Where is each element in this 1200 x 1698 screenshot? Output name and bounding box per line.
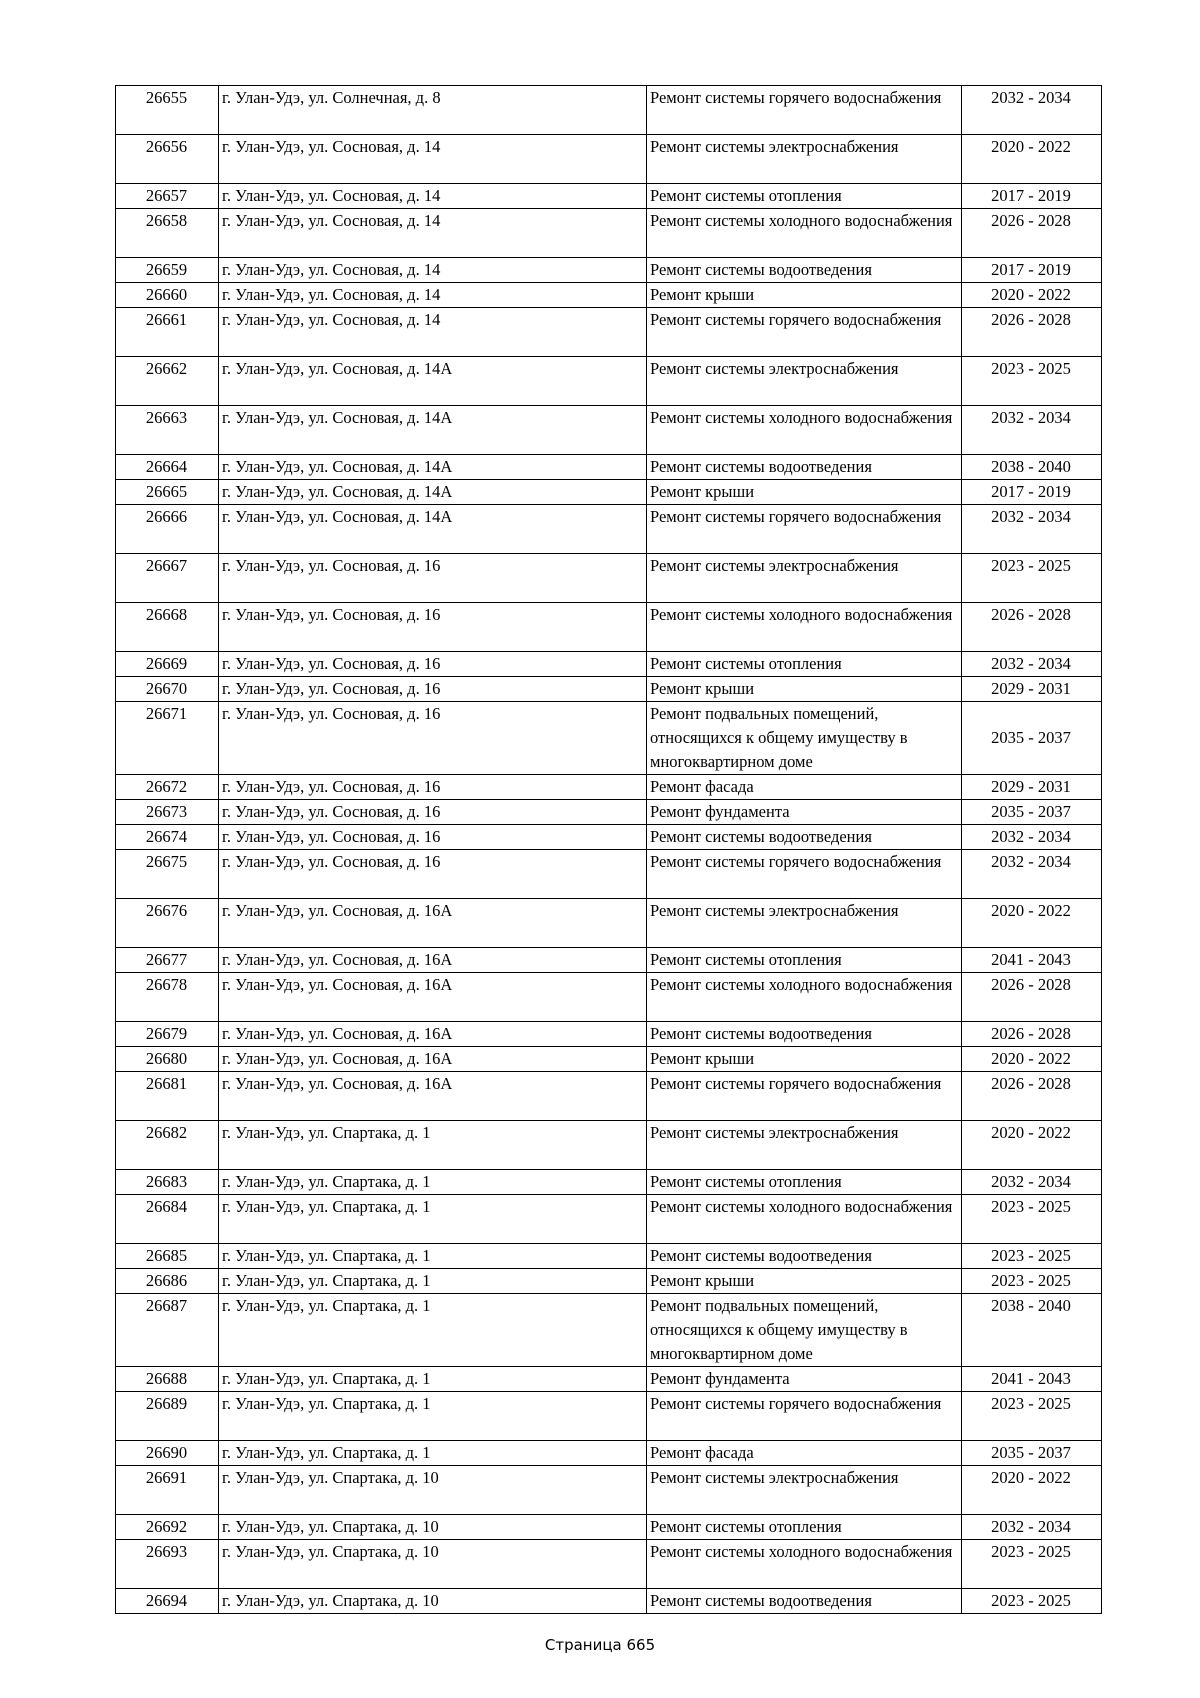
row-number: 26679 [116,1022,219,1047]
row-number: 26666 [116,505,219,554]
address-cell: г. Улан-Удэ, ул. Сосновая, д. 16 [219,850,647,899]
table-row [116,455,1102,480]
table-row [116,357,1102,406]
address-cell: г. Улан-Удэ, ул. Спартака, д. 10 [219,1515,647,1540]
row-number: 26680 [116,1047,219,1072]
period-cell: 2020 - 2022 [962,899,1102,948]
address-cell: г. Улан-Удэ, ул. Спартака, д. 1 [219,1121,647,1170]
address-cell: г. Улан-Удэ, ул. Сосновая, д. 16А [219,973,647,1022]
row-number: 26655 [116,86,219,135]
table-row [116,652,1102,677]
page-number: Страница 665 [544,1636,656,1654]
table-row [116,948,1102,973]
work-type-cell: Ремонт системы горячего водоснабжения [647,308,962,357]
work-type-cell: Ремонт системы электроснабжения [647,554,962,603]
period-cell: 2026 - 2028 [962,603,1102,652]
row-number: 26667 [116,554,219,603]
table-row [116,283,1102,308]
row-number: 26685 [116,1244,219,1269]
row-number: 26682 [116,1121,219,1170]
period-cell: 2023 - 2025 [962,1540,1102,1589]
period-cell: 2020 - 2022 [962,1121,1102,1170]
work-type-cell: Ремонт системы отопления [647,652,962,677]
address-cell: г. Улан-Удэ, ул. Сосновая, д. 16 [219,554,647,603]
table-row [116,603,1102,652]
work-type-cell: Ремонт системы электроснабжения [647,135,962,184]
work-type-cell: Ремонт фундамента [647,800,962,825]
row-number: 26692 [116,1515,219,1540]
address-cell: г. Улан-Удэ, ул. Сосновая, д. 14 [219,209,647,258]
work-type-cell: Ремонт системы отопления [647,948,962,973]
work-type-cell: Ремонт системы холодного водоснабжения [647,603,962,652]
address-cell: г. Улан-Удэ, ул. Спартака, д. 1 [219,1269,647,1294]
period-cell: 2041 - 2043 [962,1367,1102,1392]
period-cell: 2029 - 2031 [962,775,1102,800]
table-row [116,308,1102,357]
row-number: 26694 [116,1589,219,1614]
row-number: 26684 [116,1195,219,1244]
address-cell: г. Улан-Удэ, ул. Сосновая, д. 16А [219,948,647,973]
row-number: 26663 [116,406,219,455]
address-cell: г. Улан-Удэ, ул. Сосновая, д. 16 [219,677,647,702]
row-number: 26669 [116,652,219,677]
period-cell: 2017 - 2019 [962,184,1102,209]
row-number: 26658 [116,209,219,258]
work-type-cell: Ремонт фасада [647,775,962,800]
address-cell: г. Улан-Удэ, ул. Солнечная, д. 8 [219,86,647,135]
address-cell: г. Улан-Удэ, ул. Спартака, д. 1 [219,1367,647,1392]
table-row [116,1244,1102,1269]
table-row [116,1515,1102,1540]
address-cell: г. Улан-Удэ, ул. Сосновая, д. 16А [219,1047,647,1072]
row-number: 26690 [116,1441,219,1466]
table-row [116,973,1102,1022]
period-cell: 2023 - 2025 [962,1269,1102,1294]
period-cell: 2023 - 2025 [962,1244,1102,1269]
address-cell: г. Улан-Удэ, ул. Сосновая, д. 16 [219,702,647,775]
work-type-cell: Ремонт системы электроснабжения [647,1121,962,1170]
work-type-cell: Ремонт системы отопления [647,1515,962,1540]
address-cell: г. Улан-Удэ, ул. Спартака, д. 1 [219,1244,647,1269]
address-cell: г. Улан-Удэ, ул. Сосновая, д. 16 [219,603,647,652]
period-cell: 2032 - 2034 [962,406,1102,455]
work-type-cell: Ремонт системы холодного водоснабжения [647,973,962,1022]
work-type-cell: Ремонт системы холодного водоснабжения [647,1195,962,1244]
work-type-cell: Ремонт системы горячего водоснабжения [647,850,962,899]
work-type-cell: Ремонт системы горячего водоснабжения [647,86,962,135]
row-number: 26673 [116,800,219,825]
period-cell: 2023 - 2025 [962,357,1102,406]
period-cell: 2026 - 2028 [962,209,1102,258]
row-number: 26681 [116,1072,219,1121]
row-number: 26675 [116,850,219,899]
work-type-cell: Ремонт системы холодного водоснабжения [647,1540,962,1589]
address-cell: г. Улан-Удэ, ул. Сосновая, д. 14 [219,184,647,209]
table-row [116,1047,1102,1072]
row-number: 26662 [116,357,219,406]
row-number: 26686 [116,1269,219,1294]
table-row [116,677,1102,702]
period-cell: 2032 - 2034 [962,850,1102,899]
address-cell: г. Улан-Удэ, ул. Спартака, д. 1 [219,1392,647,1441]
table-row [116,1392,1102,1441]
period-cell: 2032 - 2034 [962,825,1102,850]
row-number: 26671 [116,702,219,775]
table-row [116,899,1102,948]
work-type-cell: Ремонт системы электроснабжения [647,357,962,406]
table-row [116,1269,1102,1294]
period-cell: 2032 - 2034 [962,1515,1102,1540]
row-number: 26665 [116,480,219,505]
table-row [116,1367,1102,1392]
period-cell: 2020 - 2022 [962,283,1102,308]
period-cell: 2017 - 2019 [962,480,1102,505]
table-row [116,1441,1102,1466]
address-cell: г. Улан-Удэ, ул. Сосновая, д. 14А [219,406,647,455]
address-cell: г. Улан-Удэ, ул. Сосновая, д. 14А [219,505,647,554]
address-cell: г. Улан-Удэ, ул. Сосновая, д. 14 [219,283,647,308]
address-cell: г. Улан-Удэ, ул. Спартака, д. 10 [219,1589,647,1614]
period-cell: 2023 - 2025 [962,554,1102,603]
work-type-cell: Ремонт системы электроснабжения [647,899,962,948]
address-cell: г. Улан-Удэ, ул. Сосновая, д. 16 [219,800,647,825]
work-type-cell: Ремонт крыши [647,1269,962,1294]
row-number: 26670 [116,677,219,702]
table-row [116,775,1102,800]
address-cell: г. Улан-Удэ, ул. Спартака, д. 10 [219,1466,647,1515]
repair-schedule-table [115,85,1102,1614]
work-type-cell: Ремонт системы водоотведения [647,825,962,850]
address-cell: г. Улан-Удэ, ул. Сосновая, д. 14 [219,135,647,184]
period-cell: 2026 - 2028 [962,973,1102,1022]
table-row [116,1195,1102,1244]
row-number: 26676 [116,899,219,948]
table-row [116,184,1102,209]
period-cell: 2032 - 2034 [962,1170,1102,1195]
address-cell: г. Улан-Удэ, ул. Сосновая, д. 16А [219,1022,647,1047]
address-cell: г. Улан-Удэ, ул. Сосновая, д. 16 [219,825,647,850]
period-cell: 2023 - 2025 [962,1589,1102,1614]
period-cell: 2038 - 2040 [962,455,1102,480]
work-type-cell: Ремонт системы горячего водоснабжения [647,1072,962,1121]
row-number: 26668 [116,603,219,652]
period-cell: 2032 - 2034 [962,86,1102,135]
table-row [116,800,1102,825]
address-cell: г. Улан-Удэ, ул. Сосновая, д. 16 [219,652,647,677]
table-row [116,1121,1102,1170]
address-cell: г. Улан-Удэ, ул. Спартака, д. 10 [219,1540,647,1589]
row-number: 26657 [116,184,219,209]
work-type-cell: Ремонт подвальных помещений, относящихся к общему имуществу в многоквартирном доме [647,702,962,775]
table-row [116,480,1102,505]
period-cell: 2023 - 2025 [962,1195,1102,1244]
address-cell: г. Улан-Удэ, ул. Сосновая, д. 14А [219,455,647,480]
address-cell: г. Улан-Удэ, ул. Сосновая, д. 14А [219,357,647,406]
period-cell: 2020 - 2022 [962,1466,1102,1515]
address-cell: г. Улан-Удэ, ул. Сосновая, д. 16А [219,1072,647,1121]
period-cell: 2017 - 2019 [962,258,1102,283]
work-type-cell: Ремонт системы электроснабжения [647,1466,962,1515]
work-type-cell: Ремонт системы горячего водоснабжения [647,505,962,554]
table-row [116,825,1102,850]
row-number: 26660 [116,283,219,308]
row-number: 26677 [116,948,219,973]
period-cell: 2020 - 2022 [962,1047,1102,1072]
address-cell: г. Улан-Удэ, ул. Сосновая, д. 14 [219,258,647,283]
period-cell: 2035 - 2037 [962,800,1102,825]
work-type-cell: Ремонт крыши [647,1047,962,1072]
address-cell: г. Улан-Удэ, ул. Сосновая, д. 14А [219,480,647,505]
work-type-cell: Ремонт системы отопления [647,184,962,209]
table-row [116,1022,1102,1047]
work-type-cell: Ремонт системы горячего водоснабжения [647,1392,962,1441]
table-row [116,406,1102,455]
address-cell: г. Улан-Удэ, ул. Сосновая, д. 16 [219,775,647,800]
work-type-cell: Ремонт крыши [647,480,962,505]
table-row [116,135,1102,184]
row-number: 26687 [116,1294,219,1367]
row-number: 26693 [116,1540,219,1589]
period-cell: 2038 - 2040 [962,1294,1102,1367]
period-cell: 2023 - 2025 [962,1392,1102,1441]
table-row [116,1170,1102,1195]
table-row [116,1589,1102,1614]
row-number: 26674 [116,825,219,850]
period-cell: 2020 - 2022 [962,135,1102,184]
address-cell: г. Улан-Удэ, ул. Спартака, д. 1 [219,1294,647,1367]
table-row [116,258,1102,283]
period-cell: 2041 - 2043 [962,948,1102,973]
row-number: 26678 [116,973,219,1022]
row-number: 26659 [116,258,219,283]
table-row [116,554,1102,603]
table-row [116,702,1102,775]
work-type-cell: Ремонт подвальных помещений, относящихся к общему имуществу в многоквартирном доме [647,1294,962,1367]
work-type-cell: Ремонт системы водоотведения [647,1244,962,1269]
period-cell: 2029 - 2031 [962,677,1102,702]
row-number: 26661 [116,308,219,357]
table-row [116,1540,1102,1589]
period-cell: 2026 - 2028 [962,1072,1102,1121]
row-number: 26664 [116,455,219,480]
table-row [116,505,1102,554]
address-cell: г. Улан-Удэ, ул. Спартака, д. 1 [219,1195,647,1244]
row-number: 26683 [116,1170,219,1195]
period-cell: 2035 - 2037 [962,1441,1102,1466]
row-number: 26672 [116,775,219,800]
address-cell: г. Улан-Удэ, ул. Спартака, д. 1 [219,1170,647,1195]
table-row [116,209,1102,258]
row-number: 26656 [116,135,219,184]
address-cell: г. Улан-Удэ, ул. Сосновая, д. 16А [219,899,647,948]
row-number: 26689 [116,1392,219,1441]
period-cell: 2032 - 2034 [962,505,1102,554]
work-type-cell: Ремонт системы холодного водоснабжения [647,209,962,258]
table-row [116,1466,1102,1515]
work-type-cell: Ремонт системы водоотведения [647,455,962,480]
work-type-cell: Ремонт системы водоотведения [647,258,962,283]
work-type-cell: Ремонт системы отопления [647,1170,962,1195]
period-cell: 2026 - 2028 [962,1022,1102,1047]
work-type-cell: Ремонт системы водоотведения [647,1022,962,1047]
table-row [116,86,1102,135]
table-row [116,1294,1102,1367]
address-cell: г. Улан-Удэ, ул. Спартака, д. 1 [219,1441,647,1466]
row-number: 26691 [116,1466,219,1515]
period-cell: 2026 - 2028 [962,308,1102,357]
table-row [116,850,1102,899]
work-type-cell: Ремонт фундамента [647,1367,962,1392]
work-type-cell: Ремонт крыши [647,677,962,702]
row-number: 26688 [116,1367,219,1392]
work-type-cell: Ремонт фасада [647,1441,962,1466]
table-row [116,1072,1102,1121]
work-type-cell: Ремонт системы холодного водоснабжения [647,406,962,455]
address-cell: г. Улан-Удэ, ул. Сосновая, д. 14 [219,308,647,357]
period-cell: 2032 - 2034 [962,652,1102,677]
period-cell: 2035 - 2037 [962,702,1102,775]
work-type-cell: Ремонт крыши [647,283,962,308]
work-type-cell: Ремонт системы водоотведения [647,1589,962,1614]
